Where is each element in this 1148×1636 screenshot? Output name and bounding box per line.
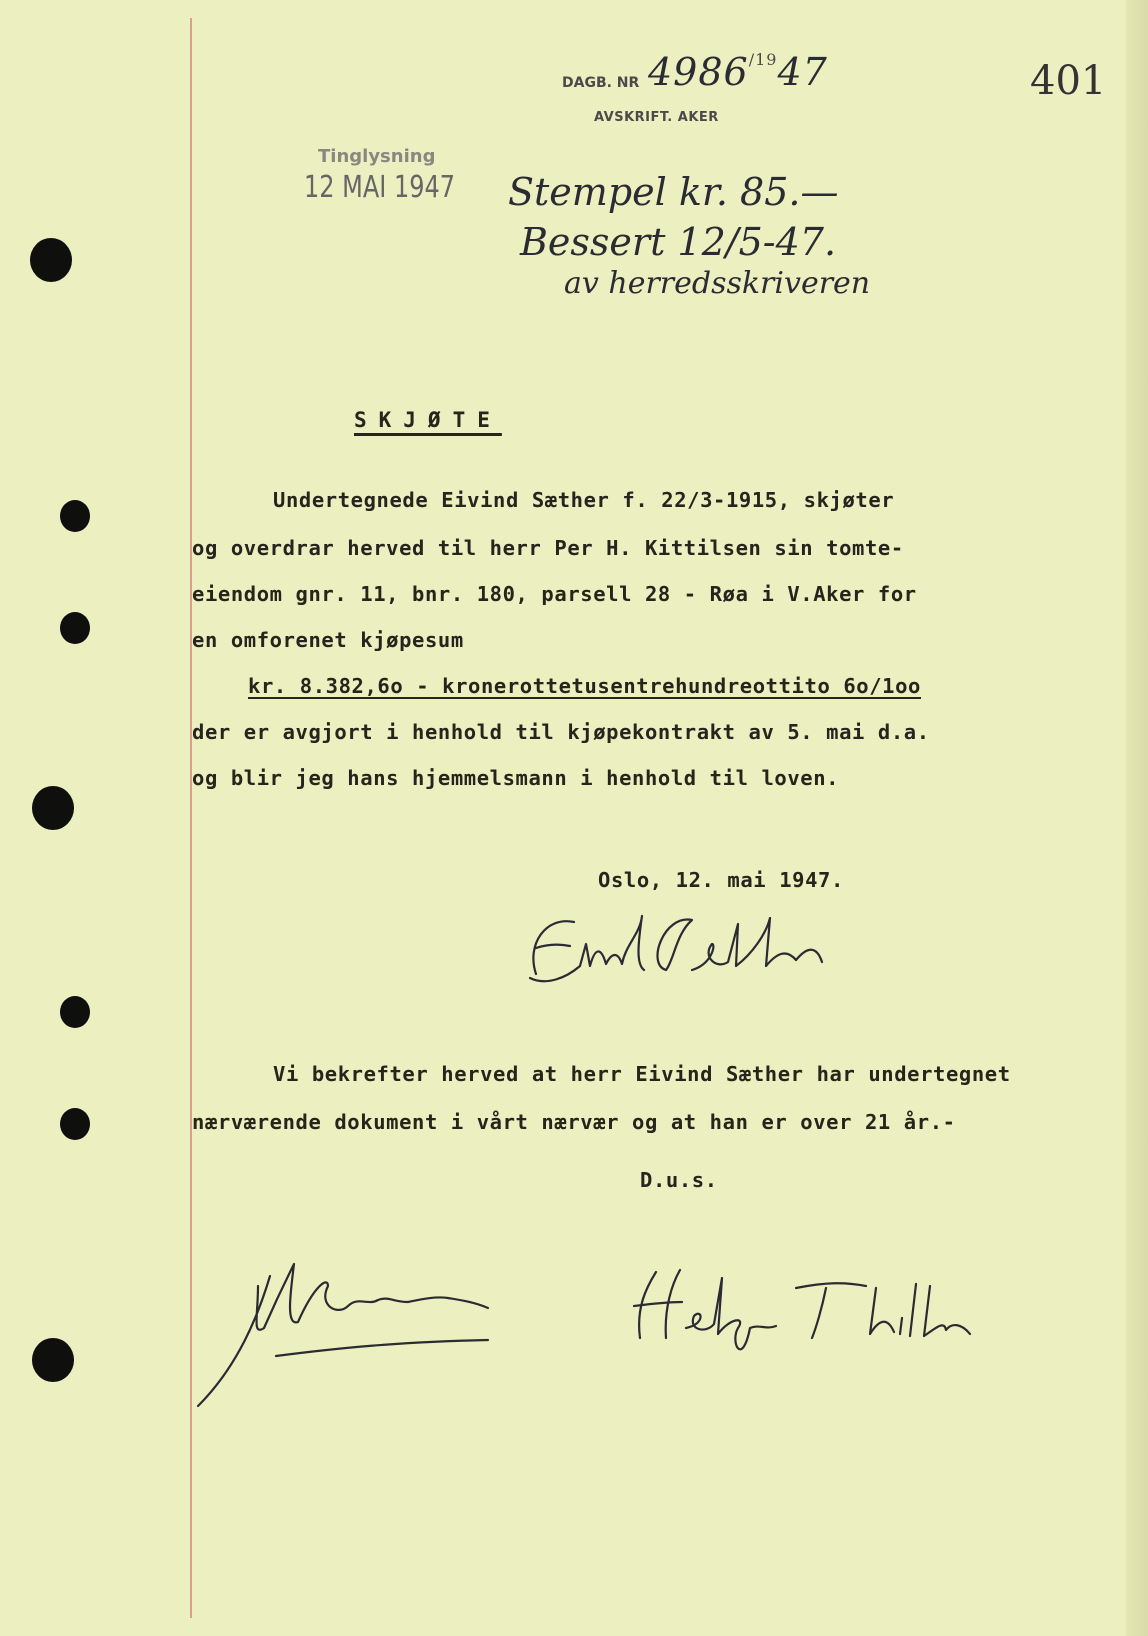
journal-number: 4986 [648,50,749,94]
witness-line: Vi bekrefter herved at herr Eivind Sæther har undertegnet [273,1062,1011,1086]
place-date: Oslo, 12. mai 1947. [598,868,844,892]
witness-line: nærværende dokument i vårt nærvær og at han er over 21 år.- [192,1110,956,1134]
closing: D.u.s. [640,1168,718,1192]
handwritten-note-line-2: Bessert 12/5-47. [520,220,837,264]
seller-signature [516,904,876,994]
copy-stamp: AVSKRIFT. AKER [594,110,719,125]
body-line: en omforenet kjøpesum [192,628,464,652]
punch-hole [60,996,90,1028]
handwritten-note-line-3: av herredsskriveren [564,266,871,301]
punch-hole [60,500,90,532]
body-line: Undertegnede Eivind Sæther f. 22/3-1915, skjøter [273,488,895,512]
witness-1-signature [198,1256,518,1416]
page-number: 401 [1030,58,1107,104]
body-line: der er avgjort i henhold til kjøpekontrakt av 5. mai d.a. [192,720,930,744]
handwritten-note-line-1: Stempel kr. 85.— [508,170,839,214]
punch-hole [32,786,74,830]
witness-2-signature [626,1268,986,1388]
price-line: kr. 8.382,6o - kronerottetusentrehundreottito 6o/1oo [248,674,921,698]
body-line: og blir jeg hans hjemmelsmann i henhold til loven. [192,766,840,790]
punch-hole [30,238,72,282]
body-line: eiendom gnr. 11, bnr. 180, parsell 28 - Røa i V.Aker for [192,582,917,606]
journal-year-prefix: /19 [748,50,778,69]
document-title: SKJØTE [354,408,502,432]
journal-stamp-label: DAGB. NR [562,75,640,91]
punch-hole [60,1108,90,1140]
received-date-stamp: 12 MAI 1947 [304,170,456,205]
page-edge [1126,0,1148,1636]
punch-hole [32,1338,74,1382]
punch-hole [60,612,90,644]
journal-number-handwritten [648,50,828,94]
body-line: og overdrar herved til herr Per H. Kittilsen sin tomte- [192,536,904,560]
received-stamp-label: Tinglysning [318,146,436,167]
journal-stamp [562,76,639,90]
journal-year: 47 [777,50,828,94]
margin-rule [190,18,192,1618]
